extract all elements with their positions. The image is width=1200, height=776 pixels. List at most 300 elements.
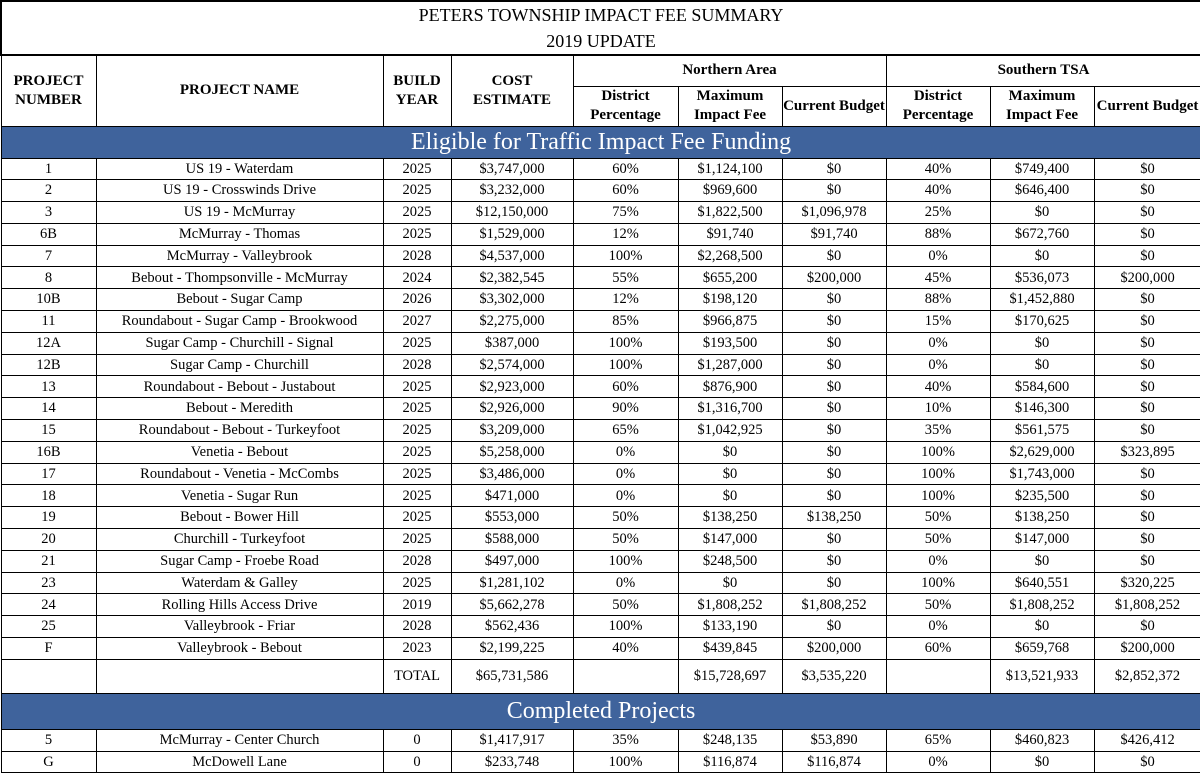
table-row (1, 420, 1200, 442)
cell-cost-estimate: $3,486,000 (451, 463, 573, 485)
cell-project-name: Roundabout - Sugar Camp - Brookwood (96, 311, 383, 333)
cell-project-number: 10B (1, 289, 96, 311)
table-row (1, 485, 1200, 507)
cell-south-district-pct: 25% (886, 202, 990, 224)
header-cost-estimate: COST ESTIMATE (451, 55, 573, 126)
cell-project-name: Roundabout - Bebout - Justabout (96, 376, 383, 398)
cell-build-year: 2027 (383, 311, 451, 333)
cell-north-max-fee: $248,135 (678, 729, 782, 751)
cell-project-name: Bebout - Sugar Camp (96, 289, 383, 311)
cell-project-name: Bebout - Meredith (96, 398, 383, 420)
cell-build-year: 2025 (383, 376, 451, 398)
cell-south-max-fee: $0 (990, 751, 1094, 773)
cell-north-budget: $0 (782, 398, 886, 420)
cell-cost-estimate: $3,232,000 (451, 180, 573, 202)
table-row (1, 616, 1200, 638)
cell-north-district-pct: 0% (573, 463, 678, 485)
table-row (1, 529, 1200, 551)
cell-north-district-pct: 0% (573, 441, 678, 463)
cell-project-number: 25 (1, 616, 96, 638)
cell-cost-estimate: $233,748 (451, 751, 573, 773)
cell-south-budget: $0 (1094, 223, 1200, 245)
cell-south-district-pct: 0% (886, 354, 990, 376)
cell-south-budget: $323,895 (1094, 441, 1200, 463)
cell-south-max-fee: $138,250 (990, 507, 1094, 529)
cell-south-district-pct: 100% (886, 572, 990, 594)
cell-south-district-pct: 0% (886, 245, 990, 267)
cell-south-district-pct: 0% (886, 332, 990, 354)
cell-north-budget: $0 (782, 332, 886, 354)
cell-project-number: 13 (1, 376, 96, 398)
cell-north-budget: $0 (782, 572, 886, 594)
cell-north-budget: $0 (782, 420, 886, 442)
cell-north-budget: $0 (782, 463, 886, 485)
cell-project-name: McMurray - Thomas (96, 223, 383, 245)
cell-north-district-pct: 100% (573, 550, 678, 572)
cell-north-district-pct: 60% (573, 180, 678, 202)
cell-build-year: 2028 (383, 550, 451, 572)
cell-north-district-pct: 12% (573, 289, 678, 311)
cell-south-budget: $200,000 (1094, 638, 1200, 660)
cell-south-max-fee: $147,000 (990, 529, 1094, 551)
cell-south-budget: $0 (1094, 332, 1200, 354)
cell-north-budget: $0 (782, 550, 886, 572)
cell-north-max-fee: $0 (678, 463, 782, 485)
cell-north-max-fee: $133,190 (678, 616, 782, 638)
cell-cost-estimate: $2,923,000 (451, 376, 573, 398)
cell-build-year: 2025 (383, 180, 451, 202)
table-row (1, 223, 1200, 245)
cell-north-district-pct: 75% (573, 202, 678, 224)
cell-south-district-pct: 40% (886, 376, 990, 398)
cell-project-number: 19 (1, 507, 96, 529)
cell-north-district-pct: 12% (573, 223, 678, 245)
cell-cost-estimate: $2,382,545 (451, 267, 573, 289)
cell-north-budget: $91,740 (782, 223, 886, 245)
cell-cost-estimate: $2,275,000 (451, 311, 573, 333)
cell-north-district-pct: 100% (573, 616, 678, 638)
table-row (1, 594, 1200, 616)
cell-north-district-pct: 60% (573, 158, 678, 180)
cell-project-number: 24 (1, 594, 96, 616)
cell-project-number: 18 (1, 485, 96, 507)
cell-south-budget: $0 (1094, 202, 1200, 224)
cell-project-number: G (1, 751, 96, 773)
cell-south-district-pct: 0% (886, 616, 990, 638)
cell-build-year: 2025 (383, 223, 451, 245)
cell-cost-estimate: $588,000 (451, 529, 573, 551)
cell-north-max-fee: $15,728,697 (678, 659, 782, 693)
cell-north-district-pct: 35% (573, 729, 678, 751)
cell-project-name: US 19 - Crosswinds Drive (96, 180, 383, 202)
header-project-number: PROJECT NUMBER (1, 55, 96, 126)
cell-north-max-fee: $1,822,500 (678, 202, 782, 224)
cell-project-name: Sugar Camp - Froebe Road (96, 550, 383, 572)
cell-south-district-pct: 65% (886, 729, 990, 751)
cell-north-district-pct: 65% (573, 420, 678, 442)
page-title: PETERS TOWNSHIP IMPACT FEE SUMMARY (1, 1, 1200, 28)
cell-south-budget: $1,808,252 (1094, 594, 1200, 616)
cell-south-district-pct: 50% (886, 529, 990, 551)
cell-south-district-pct: 50% (886, 507, 990, 529)
table-row (1, 311, 1200, 333)
cell-cost-estimate: $3,302,000 (451, 289, 573, 311)
cell-build-year: 2024 (383, 267, 451, 289)
cell-project-number: 5 (1, 729, 96, 751)
cell-north-max-fee: $1,042,925 (678, 420, 782, 442)
cell-south-budget: $0 (1094, 376, 1200, 398)
table-row (1, 550, 1200, 572)
cell-north-district-pct: 0% (573, 485, 678, 507)
cell-project-name: Roundabout - Venetia - McCombs (96, 463, 383, 485)
cell-north-max-fee: $147,000 (678, 529, 782, 551)
cell-south-budget: $0 (1094, 485, 1200, 507)
cell-south-max-fee: $460,823 (990, 729, 1094, 751)
cell-south-district-pct: 45% (886, 267, 990, 289)
header-north-budget: Current Budget (782, 86, 886, 126)
cell-build-year: 2023 (383, 638, 451, 660)
cell-cost-estimate: $3,209,000 (451, 420, 573, 442)
cell-south-budget: $0 (1094, 245, 1200, 267)
cell-project-name: Rolling Hills Access Drive (96, 594, 383, 616)
cell-project-name (96, 659, 383, 693)
cell-north-budget: $0 (782, 616, 886, 638)
cell-south-budget: $426,412 (1094, 729, 1200, 751)
cell-north-district-pct: 100% (573, 751, 678, 773)
cell-build-year: 2025 (383, 158, 451, 180)
cell-project-name: Bebout - Bower Hill (96, 507, 383, 529)
cell-cost-estimate: $5,258,000 (451, 441, 573, 463)
cell-south-max-fee: $561,575 (990, 420, 1094, 442)
cell-south-max-fee: $584,600 (990, 376, 1094, 398)
table-row (1, 398, 1200, 420)
cell-cost-estimate: $12,150,000 (451, 202, 573, 224)
cell-north-budget: $0 (782, 289, 886, 311)
cell-north-budget: $1,096,978 (782, 202, 886, 224)
header-southern-tsa: Southern TSA (886, 55, 1200, 86)
cell-south-district-pct: 88% (886, 289, 990, 311)
cell-south-budget: $2,852,372 (1094, 659, 1200, 693)
cell-north-max-fee: $0 (678, 572, 782, 594)
table-row (1, 245, 1200, 267)
cell-south-budget: $0 (1094, 616, 1200, 638)
cell-build-year: 2025 (383, 463, 451, 485)
cell-north-max-fee: $969,600 (678, 180, 782, 202)
page-subtitle: 2019 UPDATE (1, 28, 1200, 55)
cell-north-max-fee: $1,316,700 (678, 398, 782, 420)
cell-cost-estimate: $5,662,278 (451, 594, 573, 616)
cell-project-number: 20 (1, 529, 96, 551)
cell-north-max-fee: $2,268,500 (678, 245, 782, 267)
cell-north-max-fee: $655,200 (678, 267, 782, 289)
cell-north-max-fee: $1,287,000 (678, 354, 782, 376)
cell-cost-estimate: $2,199,225 (451, 638, 573, 660)
cell-north-budget: $3,535,220 (782, 659, 886, 693)
cell-project-name: Churchill - Turkeyfoot (96, 529, 383, 551)
cell-south-district-pct: 50% (886, 594, 990, 616)
cell-north-budget: $0 (782, 245, 886, 267)
cell-project-name: Venetia - Sugar Run (96, 485, 383, 507)
cell-project-number: 1 (1, 158, 96, 180)
cell-south-budget: $0 (1094, 529, 1200, 551)
cell-north-district-pct: 50% (573, 507, 678, 529)
header-project-name: PROJECT NAME (96, 55, 383, 126)
cell-south-budget: $0 (1094, 550, 1200, 572)
table-row (1, 332, 1200, 354)
cell-north-max-fee: $248,500 (678, 550, 782, 572)
cell-north-max-fee: $198,120 (678, 289, 782, 311)
cell-cost-estimate: $2,926,000 (451, 398, 573, 420)
table-row (1, 729, 1200, 751)
cell-project-number: 16B (1, 441, 96, 463)
totals-row (1, 659, 1200, 693)
cell-north-max-fee: $966,875 (678, 311, 782, 333)
cell-south-max-fee: $13,521,933 (990, 659, 1094, 693)
cell-north-budget: $0 (782, 485, 886, 507)
cell-south-max-fee: $2,629,000 (990, 441, 1094, 463)
cell-north-budget: $0 (782, 311, 886, 333)
cell-build-year: 2025 (383, 441, 451, 463)
cell-project-number (1, 659, 96, 693)
cell-north-district-pct: 50% (573, 594, 678, 616)
cell-build-year: 2025 (383, 332, 451, 354)
cell-project-number: 8 (1, 267, 96, 289)
cell-south-district-pct: 100% (886, 441, 990, 463)
cell-north-max-fee: $0 (678, 485, 782, 507)
cell-north-budget: $200,000 (782, 638, 886, 660)
cell-south-budget: $0 (1094, 158, 1200, 180)
cell-south-district-pct: 100% (886, 463, 990, 485)
cell-project-number: 12A (1, 332, 96, 354)
cell-north-district-pct: 100% (573, 245, 678, 267)
cell-build-year: 2025 (383, 529, 451, 551)
cell-south-budget: $0 (1094, 420, 1200, 442)
cell-south-max-fee: $1,808,252 (990, 594, 1094, 616)
cell-south-max-fee: $170,625 (990, 311, 1094, 333)
cell-north-budget: $53,890 (782, 729, 886, 751)
cell-south-district-pct: 100% (886, 485, 990, 507)
header-northern-area: Northern Area (573, 55, 886, 86)
cell-south-max-fee: $1,452,880 (990, 289, 1094, 311)
cell-cost-estimate: $387,000 (451, 332, 573, 354)
cell-south-budget: $0 (1094, 398, 1200, 420)
table-row (1, 638, 1200, 660)
cell-south-max-fee: $659,768 (990, 638, 1094, 660)
cell-south-budget: $200,000 (1094, 267, 1200, 289)
cell-south-max-fee: $536,073 (990, 267, 1094, 289)
cell-build-year: 2028 (383, 245, 451, 267)
table-row (1, 507, 1200, 529)
table-row (1, 572, 1200, 594)
header-north-district-pct: District Percentage (573, 86, 678, 126)
header-south-budget: Current Budget (1094, 86, 1200, 126)
cell-north-district-pct: 90% (573, 398, 678, 420)
table-row (1, 158, 1200, 180)
header-build-year: BUILD YEAR (383, 55, 451, 126)
cell-south-district-pct: 35% (886, 420, 990, 442)
cell-build-year: 2028 (383, 354, 451, 376)
cell-build-year: 0 (383, 751, 451, 773)
eligible-rows (1, 158, 1200, 659)
cell-north-max-fee: $91,740 (678, 223, 782, 245)
cell-cost-estimate: $471,000 (451, 485, 573, 507)
cell-project-number: 7 (1, 245, 96, 267)
cell-south-district-pct: 10% (886, 398, 990, 420)
cell-project-number: 23 (1, 572, 96, 594)
cell-south-budget: $0 (1094, 180, 1200, 202)
cell-project-number: 3 (1, 202, 96, 224)
cell-project-number: 2 (1, 180, 96, 202)
cell-south-budget: $0 (1094, 311, 1200, 333)
cell-project-number: 17 (1, 463, 96, 485)
totals (1, 659, 1200, 693)
cell-build-year: 2025 (383, 420, 451, 442)
table-row (1, 463, 1200, 485)
cell-project-name: US 19 - McMurray (96, 202, 383, 224)
cell-south-district-pct: 0% (886, 751, 990, 773)
cell-cost-estimate: $3,747,000 (451, 158, 573, 180)
cell-project-number: F (1, 638, 96, 660)
cell-project-number: 6B (1, 223, 96, 245)
cell-build-year: 2026 (383, 289, 451, 311)
cell-north-district-pct: 55% (573, 267, 678, 289)
cell-north-max-fee: $1,124,100 (678, 158, 782, 180)
cell-project-name: Valleybrook - Friar (96, 616, 383, 638)
cell-project-name: Waterdam & Galley (96, 572, 383, 594)
cell-project-name: Bebout - Thompsonville - McMurray (96, 267, 383, 289)
cell-north-max-fee: $876,900 (678, 376, 782, 398)
cell-project-name: US 19 - Waterdam (96, 158, 383, 180)
cell-north-budget: $1,808,252 (782, 594, 886, 616)
table-row (1, 267, 1200, 289)
cell-north-max-fee: $0 (678, 441, 782, 463)
cell-south-max-fee: $646,400 (990, 180, 1094, 202)
cell-cost-estimate: $1,529,000 (451, 223, 573, 245)
cell-project-number: 14 (1, 398, 96, 420)
cell-project-number: 21 (1, 550, 96, 572)
cell-north-max-fee: $116,874 (678, 751, 782, 773)
cell-south-max-fee: $672,760 (990, 223, 1094, 245)
cell-south-district-pct: 15% (886, 311, 990, 333)
cell-build-year: 2028 (383, 616, 451, 638)
cell-north-budget: $0 (782, 180, 886, 202)
cell-build-year: 2025 (383, 507, 451, 529)
cell-south-max-fee: $235,500 (990, 485, 1094, 507)
cell-north-district-pct: 60% (573, 376, 678, 398)
cell-project-number: 12B (1, 354, 96, 376)
cell-project-name: McMurray - Valleybrook (96, 245, 383, 267)
cell-south-max-fee: $749,400 (990, 158, 1094, 180)
table-row (1, 354, 1200, 376)
header-south-max-fee: Maximum Impact Fee (990, 86, 1094, 126)
cell-cost-estimate: $2,574,000 (451, 354, 573, 376)
cell-north-max-fee: $1,808,252 (678, 594, 782, 616)
cell-north-budget: $138,250 (782, 507, 886, 529)
cell-north-max-fee: $138,250 (678, 507, 782, 529)
cell-build-year: 2019 (383, 594, 451, 616)
cell-project-number: 11 (1, 311, 96, 333)
cell-cost-estimate: $4,537,000 (451, 245, 573, 267)
cell-south-district-pct: 60% (886, 638, 990, 660)
completed-rows (1, 729, 1200, 773)
cell-south-max-fee: $146,300 (990, 398, 1094, 420)
cell-south-district-pct: 40% (886, 158, 990, 180)
header-south-district-pct: District Percentage (886, 86, 990, 126)
cell-south-district-pct (886, 659, 990, 693)
table-row (1, 751, 1200, 773)
cell-south-district-pct: 88% (886, 223, 990, 245)
cell-build-year: 2025 (383, 202, 451, 224)
cell-build-year: 0 (383, 729, 451, 751)
cell-build-year: 2025 (383, 485, 451, 507)
cell-build-year: 2025 (383, 572, 451, 594)
completed-section-banner: Completed Projects (1, 693, 1200, 729)
cell-south-max-fee: $0 (990, 245, 1094, 267)
cell-south-budget: $0 (1094, 463, 1200, 485)
table-row (1, 376, 1200, 398)
cell-south-max-fee: $0 (990, 332, 1094, 354)
cell-south-budget: $0 (1094, 354, 1200, 376)
cell-south-max-fee: $1,743,000 (990, 463, 1094, 485)
cell-north-district-pct: 100% (573, 354, 678, 376)
cell-north-district-pct: 0% (573, 572, 678, 594)
eligible-section-banner: Eligible for Traffic Impact Fee Funding (1, 126, 1200, 158)
cell-north-budget: $200,000 (782, 267, 886, 289)
cell-cost-estimate: $1,281,102 (451, 572, 573, 594)
cell-north-budget: $0 (782, 441, 886, 463)
cell-south-max-fee: $640,551 (990, 572, 1094, 594)
cell-south-max-fee: $0 (990, 202, 1094, 224)
cell-project-number: 15 (1, 420, 96, 442)
cell-project-name: McDowell Lane (96, 751, 383, 773)
cell-south-district-pct: 0% (886, 550, 990, 572)
cell-north-budget: $0 (782, 376, 886, 398)
cell-cost-estimate: $1,417,917 (451, 729, 573, 751)
cell-north-budget: $0 (782, 529, 886, 551)
cell-north-max-fee: $439,845 (678, 638, 782, 660)
table-row (1, 180, 1200, 202)
cell-cost-estimate: $553,000 (451, 507, 573, 529)
cell-north-max-fee: $193,500 (678, 332, 782, 354)
cell-build-year: TOTAL (383, 659, 451, 693)
cell-project-name: McMurray - Center Church (96, 729, 383, 751)
cell-project-name: Sugar Camp - Churchill - Signal (96, 332, 383, 354)
cell-cost-estimate: $497,000 (451, 550, 573, 572)
cell-north-budget: $116,874 (782, 751, 886, 773)
cell-cost-estimate: $562,436 (451, 616, 573, 638)
cell-north-district-pct: 85% (573, 311, 678, 333)
table-row (1, 202, 1200, 224)
header-north-max-fee: Maximum Impact Fee (678, 86, 782, 126)
cell-south-budget: $320,225 (1094, 572, 1200, 594)
table-row (1, 441, 1200, 463)
cell-south-max-fee: $0 (990, 354, 1094, 376)
cell-south-district-pct: 40% (886, 180, 990, 202)
cell-project-name: Venetia - Bebout (96, 441, 383, 463)
table-row (1, 289, 1200, 311)
cell-south-budget: $0 (1094, 507, 1200, 529)
cell-cost-estimate: $65,731,586 (451, 659, 573, 693)
cell-project-name: Sugar Camp - Churchill (96, 354, 383, 376)
cell-south-max-fee: $0 (990, 616, 1094, 638)
cell-south-budget: $0 (1094, 289, 1200, 311)
cell-south-budget: $0 (1094, 751, 1200, 773)
cell-north-district-pct (573, 659, 678, 693)
cell-north-district-pct: 40% (573, 638, 678, 660)
cell-project-name: Valleybrook - Bebout (96, 638, 383, 660)
cell-south-max-fee: $0 (990, 550, 1094, 572)
cell-north-district-pct: 50% (573, 529, 678, 551)
